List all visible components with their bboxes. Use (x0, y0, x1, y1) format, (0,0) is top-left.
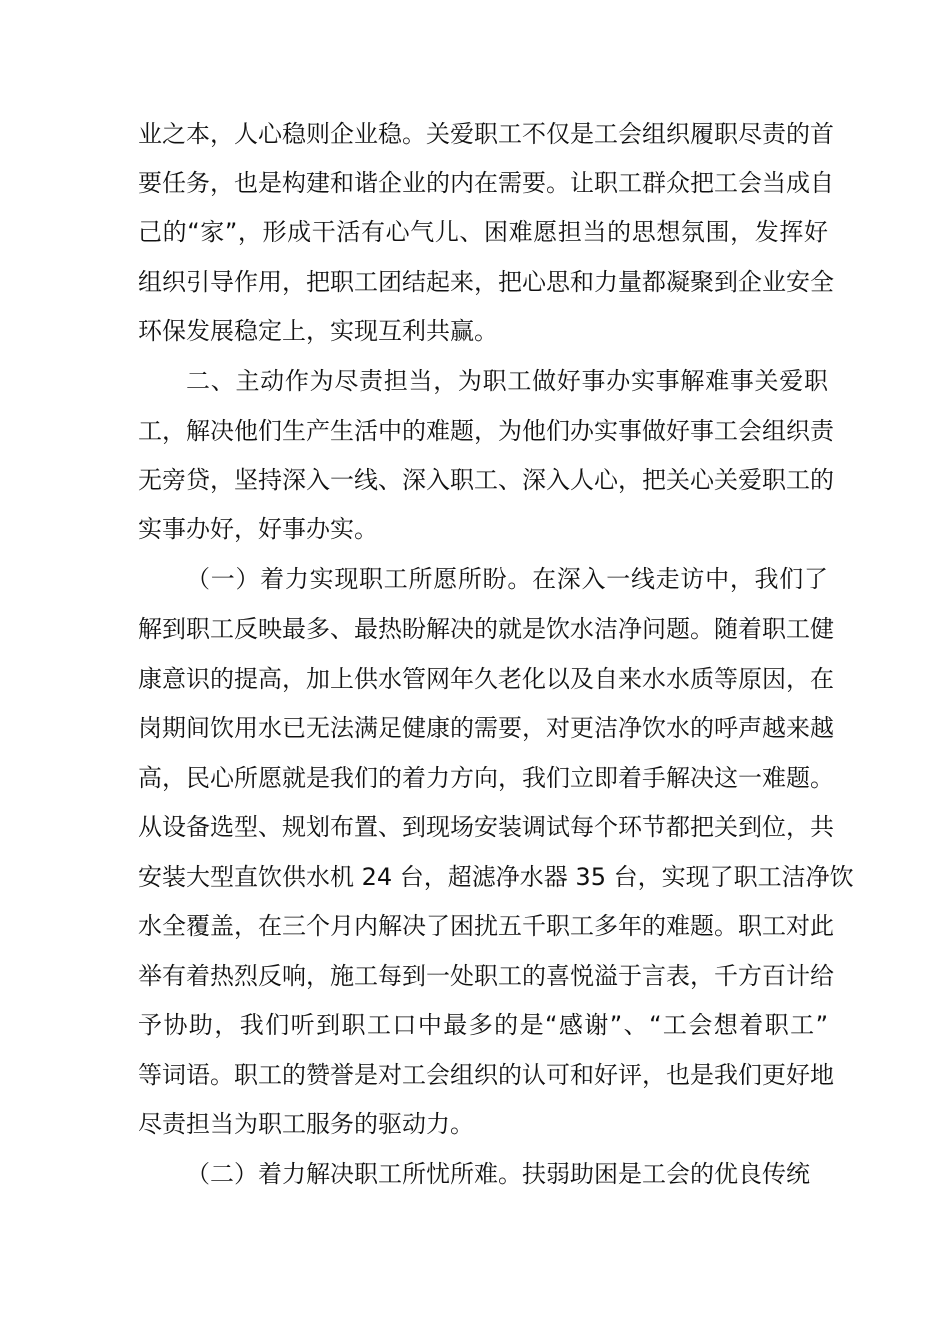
text-line-5: 环保发展稳定上，实现互利共赢。 (138, 317, 498, 345)
subsection-heading-1: （一）着力实现职工所愿所盼。在深入一线走访中，我们了 (186, 565, 828, 593)
subsection-heading-2: （二）着力解决职工所忧所难。扶弱助困是工会的优良传统 (186, 1160, 810, 1188)
text-line-16: 安装大型直饮供水机 24 台，超滤净水器 35 台，实现了职工洁净饮 (138, 863, 854, 891)
text-line-7: 工，解决他们生产生活中的难题，为他们办实事做好事工会组织责 (138, 417, 834, 445)
text-line-21: 尽责担当为职工服务的驱动力。 (138, 1110, 474, 1138)
text-line-18: 举有着热烈反响，施工每到一处职工的喜悦溢于言表，千方百计给 (138, 962, 834, 990)
text-line-19: 予协助，我们听到职工口中最多的是“感谢”、“工会想着职工” (138, 1011, 828, 1039)
text-line-15: 从设备选型、规划布置、到现场安装调试每个环节都把关到位，共 (138, 813, 834, 841)
text-line-8: 无旁贷，坚持深入一线、深入职工、深入人心，把关心关爱职工的 (138, 466, 834, 494)
text-line-20: 等词语。职工的赞誉是对工会组织的认可和好评，也是我们更好地 (138, 1061, 834, 1089)
text-line-12: 康意识的提高，加上供水管网年久老化以及自来水水质等原因，在 (138, 665, 834, 693)
text-line-14: 高，民心所愿就是我们的着力方向，我们立即着手解决这一难题。 (138, 764, 834, 792)
text-line-2: 要任务，也是构建和谐企业的内在需要。让职工群众把工会当成自 (138, 169, 834, 197)
text-line-13: 岗期间饮用水已无法满足健康的需要，对更洁净饮水的呼声越来越 (138, 714, 834, 742)
text-line-4: 组织引导作用，把职工团结起来，把心思和力量都凝聚到企业安全 (138, 268, 834, 296)
text-line-17: 水全覆盖，在三个月内解决了困扰五千职工多年的难题。职工对此 (138, 912, 834, 940)
section-heading-2: 二、主动作为尽责担当，为职工做好事办实事解难事关爱职 (186, 367, 828, 395)
text-line-9: 实事办好，好事办实。 (138, 515, 378, 543)
text-line-3: 己的“家”，形成干活有心气儿、困难愿担当的思想氛围，发挥好 (138, 218, 828, 246)
text-line-1: 业之本，人心稳则企业稳。关爱职工不仅是工会组织履职尽责的首 (138, 120, 834, 148)
text-line-11: 解到职工反映最多、最热盼解决的就是饮水洁净问题。随着职工健 (138, 615, 834, 643)
